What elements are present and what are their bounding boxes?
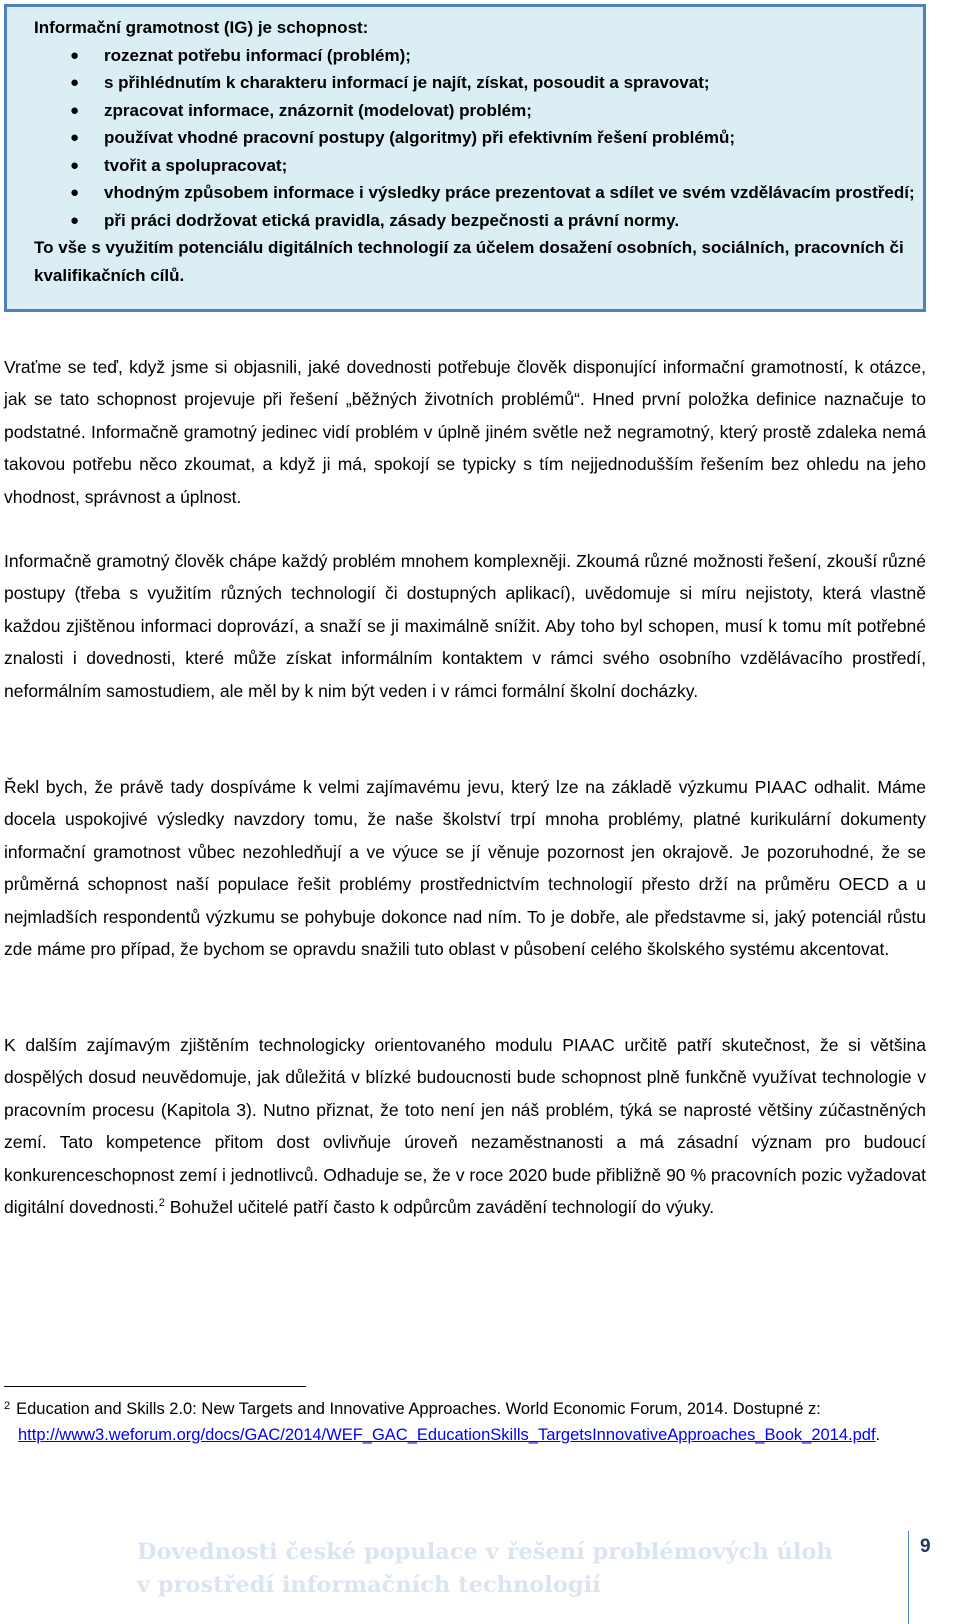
footnote-number: 2: [4, 1400, 11, 1412]
bullet-icon: ●: [70, 156, 80, 174]
definition-box: [4, 4, 926, 312]
definition-list: [34, 42, 923, 235]
footnote: [4, 1397, 926, 1448]
footnote-ref[interactable]: 2: [158, 1197, 165, 1210]
paragraph-4: K dalším zajímavým zjištěním technologicky orientovaného modulu PIAAC určitě patří skutečnost, že si většina dospělých dosud neuvědomuje, jak důležitá v blízké budoucnosti bude schopnost plně funkčně využívat technologie v pracovním procesu (Kapitola 3). Nutno přiznat, že toto není jen náš problém, týká se naprosté většiny zúčastněných zemí. Tato kompetence přitom dost ovlivňuje úroveň nezaměstnanosti a má zásadní význam pro budoucí konkurenceschopnost zemí i jednotlivců. Odhaduje se, že v roce 2020 bude přibližně 90 % pracovních pozic vyžadovat digitální dovednosti.$^2$ Bohužel učitelé patří často k odpůrcům zavádění technologií do výuky.: [4, 1035, 926, 1218]
list-item: ● zpracovat informace, znázornit (modelovat) problém;: [34, 97, 923, 125]
definition-closing: To vše s využitím potenciálu digitálních technologií za účelem dosažení osobních, sociálních, pracovních či kvalifikačních cílů.: [34, 238, 904, 285]
page-number: 9: [920, 1536, 931, 1557]
footer-divider: [908, 1531, 909, 1624]
bullet-icon: ●: [70, 184, 80, 201]
paragraph-2: Informačně gramotný člověk chápe každý problém mnohem komplexněji. Zkoumá různé možnosti řešení, zkouší různé postupy (třeba s využitím různých technologií či dostupných aplikací), uvědomuje si míru nejistoty, která vlastně každou zjištěnou informaci doprovází, a snaží se ji maximálně snížit. Aby toho byl schopen, musí k tomu mít potřebné znalosti i dovednosti, které může získat informálním kontaktem v rámci svého osobního vzdělávacího prostředí, neformálním samostudiem, ale měl by k nim být veden i v rámci formální školní docházky.: [4, 551, 926, 701]
footnote-divider: [4, 1386, 306, 1387]
paragraph-3: Řekl bych, že právě tady dospíváme k velmi zajímavému jevu, který lze na základě výzkumu PIAAC odhalit. Máme docela uspokojivé výsledky navzdory tomu, že naše školství trpí mnoha problémy, platné kurikulární dokumenty informační gramotnost vůbec nezohledňují a ve výuce se jí věnuje pozornost jen okrajově. Je pozoruhodné, že se průměrná schopnost naší populace řešit problémy prostřednictvím technologií přesto drží na průměru OECD a u nejmladších respondentů výzkumu se pohybuje dokonce nad ním. To je dobře, ale představme si, jaký potenciál růstu zde máme pro případ, že bychom se opravdu snažili tuto oblast v působení celého školského systému akcentovat.: [4, 777, 926, 960]
list-item: ● při práci dodržovat etická pravidla, zásady bezpečnosti a právní normy.: [34, 207, 923, 235]
bullet-icon: ●: [70, 46, 80, 64]
list-item: ● tvořit a spolupracovat;: [34, 152, 923, 180]
list-item: ● rozeznat potřebu informací (problém);: [34, 42, 923, 70]
bullet-icon: ●: [70, 74, 80, 91]
list-item: ● s přihlédnutím k charakteru informací je najít, získat, posoudit a spravovat;: [34, 69, 923, 97]
footnote-link-line: http://www3.weforum.org/docs/GAC/2014/WEF_GAC_EducationSkills_TargetsInnovativeApproaches_Book_2014.pdf.: [18, 1425, 881, 1444]
footnote-text: Education and Skills 2.0: New Targets and Innovative Approaches. World Economic Forum, 2014. Dostupné z:: [16, 1400, 821, 1418]
bullet-icon: ●: [70, 211, 80, 229]
definition-heading: Informační gramotnost (IG) je schopnost:: [34, 18, 369, 37]
bullet-icon: ●: [70, 101, 80, 119]
bullet-icon: ●: [70, 129, 80, 146]
list-item: ● používat vhodné pracovní postupy (algoritmy) při efektivním řešení problémů;: [34, 124, 923, 152]
footnote-link[interactable]: http://www3.weforum.org/docs/GAC/2014/WEF_GAC_EducationSkills_TargetsInnovativeApproaches_Book_2014.pdf: [18, 1425, 876, 1444]
paragraph-1: Vraťme se teď, když jsme si objasnili, jaké dovednosti potřebuje člověk disponující informační gramotností, k otázce, jak se tato schopnost projevuje při řešení „běžných životních problémů“. Hned první položka definice naznačuje to podstatné. Informačně gramotný jedinec vidí problém v úplně jiném světle než negramotný, který prostě zdaleka nemá takovou potřebu něco zkoumat, a když ji má, spokojí se typicky s tím nejjednodušším řešením bez ohledu na jeho vhodnost, správnost a úplnost.: [4, 357, 926, 507]
footer-title: Dovednosti české populace v řešení problémových úloh v prostředí informačních technologií: [137, 1539, 833, 1598]
list-item: ● vhodným způsobem informace i výsledky práce prezentovat a sdílet ve svém vzdělávacím prostředí;: [34, 179, 923, 207]
